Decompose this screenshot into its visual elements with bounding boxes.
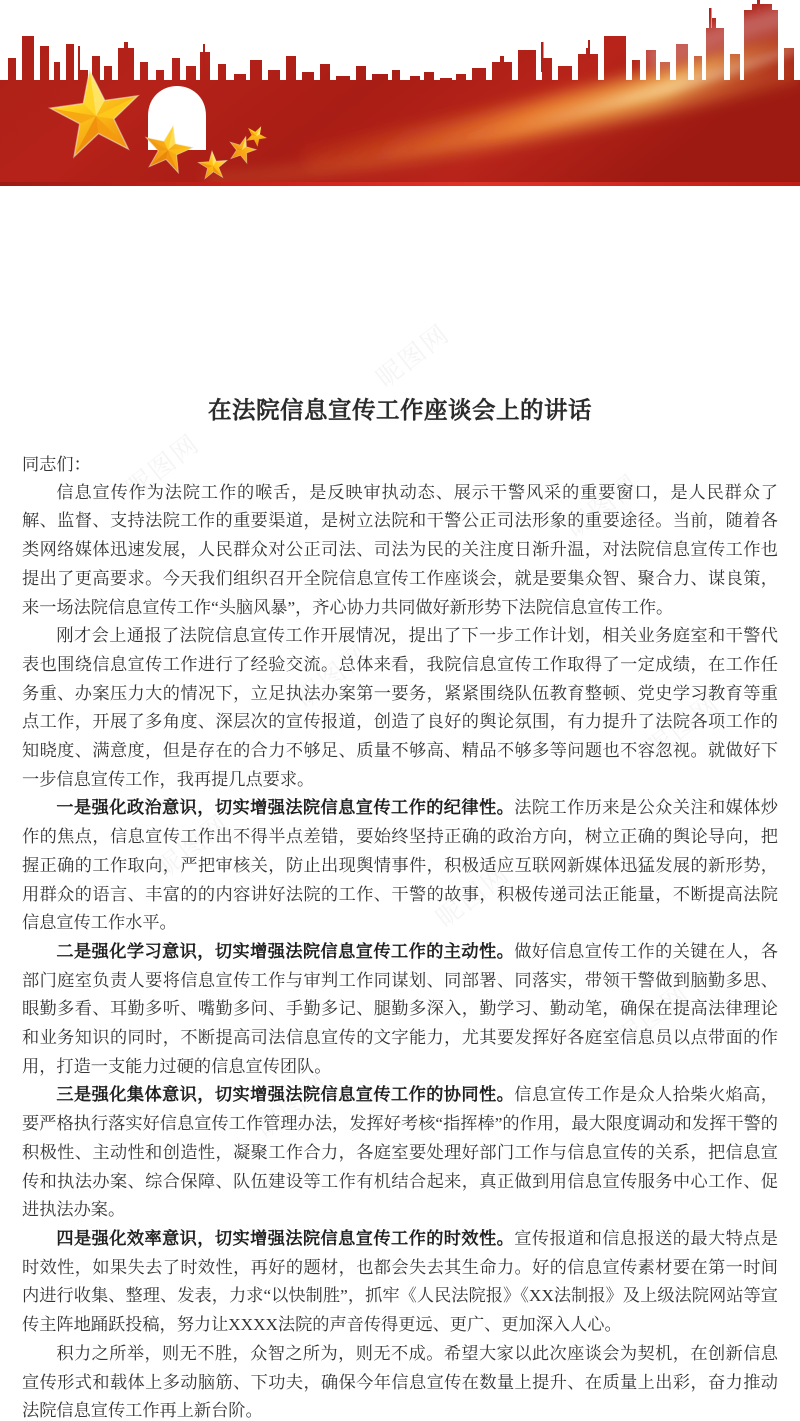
paragraph-6: [22, 1225, 778, 1340]
star-medium: [140, 121, 197, 175]
watermark-text: 昵图网: [370, 317, 456, 394]
paragraph-text: 积力之所举，则无不胜，众智之所为，则无不成。希望大家以此次座谈会为契机，在创新信息宣传形式和载体上多动脑筋、下功夫，确保今年信息宣传在数量上提升、在质量上出彩，奋力推动法院信息宣传工作再上新台阶。: [22, 1343, 778, 1421]
five-gold-stars: [0, 0, 800, 186]
paragraph-lead: 一是强化政治意识，切实增强法院信息宣传工作的纪律性。: [56, 798, 515, 818]
watermark-text: 昵图网: [560, 467, 646, 544]
paragraph-3: [22, 794, 778, 938]
salutation: 同志们：: [22, 455, 91, 475]
star-small-3: [242, 121, 270, 149]
paragraph-lead: 四是强化效率意识，切实增强法院信息宣传工作的时效性。: [56, 1228, 515, 1248]
paragraph-lead: 二是强化学习意识，切实增强法院信息宣传工作的主动性。: [56, 941, 515, 961]
paragraph-text: 法院工作历来是公众关注和媒体炒作的焦点，信息宣传工作出不得半点差错，要始终坚持正确的政治方向，树立正确的舆论导向，把握正确的工作取向，严把审核关，防止出现舆情事件，积极适应互联网新媒体迅猛发展的新形势，用群众的语言、丰富的的内容讲好法院的工作、干警的故事，积极传递司法正能量，不断提高法院信息宣传工作水平。: [22, 798, 778, 933]
paragraph-text: 信息宣传作为法院工作的喉舌，是反映审执动态、展示干警风采的重要窗口，是人民群众了解、监督、支持法院工作的重要渠道，是树立法院和干警公正司法形象的重要途径。当前，随着各类网络媒体迅速发展，人民群众对公正司法、司法为民的关注度日渐升温，对法院信息宣传工作也提出了更高要求。今天我们组织召开全院信息宣传工作座谈会，就是要集众智、聚合力、谋良策，来一场法院信息宣传工作“头脑风暴”，齐心协力共同做好新形势下法院信息宣传工作。: [22, 482, 778, 617]
document-body: [0, 186, 800, 1421]
paragraph-text: 做好信息宣传工作的关键在人，各部门庭室负责人要将信息宣传工作与审判工作同谋划、同部署、同落实，带领干警做到脑勤多思、眼勤多看、耳勤多听、嘴勤多问、手勤多记、腿勤多深入，勤学习、勤动笔，确保在提高法律理论和业务知识的同时，不断提高司法信息宣传的文字能力，尤其要发挥好各庭室信息员以点带面的作用，打造一支能力过硬的信息宣传团队。: [22, 941, 778, 1076]
star-small-1: [197, 150, 228, 179]
paragraph-4: [22, 938, 778, 1082]
paragraph-7: [22, 1340, 778, 1421]
watermark-text: 昵图网: [250, 1067, 336, 1144]
page-banner: [0, 0, 800, 186]
paragraph-lead: 三是强化集体意识，切实增强法院信息宣传工作的协同性。: [56, 1085, 515, 1105]
watermark-text: 昵图网: [290, 637, 376, 714]
watermark-text: 昵图网: [430, 857, 516, 934]
watermark-text: 昵图网: [640, 687, 726, 764]
star-large: [46, 64, 145, 159]
watermark-text: 昵图网: [120, 427, 206, 504]
paragraph-text: 宣传报道和信息报送的最大特点是时效性，如果失去了时效性，再好的题材，也都会失去其生命力。好的信息宣传素材要在第一时间内进行收集、整理、发表，力求“以快制胜”，抓牢《人民法院报》《XX法制报》及上级法院网站等宣传主阵地踊跃投稿，努力让XXXX法院的声音传得更远、更广、更加深入人心。: [22, 1228, 778, 1335]
page-title: 在法院信息宣传工作座谈会上的讲话: [208, 398, 592, 424]
paragraph-5: [22, 1081, 778, 1225]
paragraph-1: [22, 479, 778, 623]
paragraph-2: [22, 622, 778, 794]
watermark-text: 昵图网: [610, 977, 696, 1054]
watermark-text: 昵图网: [150, 807, 236, 884]
paragraph-text: 信息宣传工作是众人拾柴火焰高，要严格执行落实好信息宣传工作管理办法，发挥好考核“指挥棒”的作用，最大限度调动和发挥干警的积极性、主动性和创造性，凝聚工作合力，各庭室要处理好部门工作与信息宣传的关系，把信息宣传和执法办案、综合保障、队伍建设等工作有机结合起来，真正做到用信息宣传服务中心工作、促进执法办案。: [22, 1085, 778, 1220]
paragraph-text: 刚才会上通报了法院信息宣传工作开展情况，提出了下一步工作计划，相关业务庭室和干警代表也围绕信息宣传工作进行了经验交流。总体来看，我院信息宣传工作取得了一定成绩，在工作任务重、办案压力大的情况下，立足执法办案第一要务，紧紧围绕队伍教育整顿、党史学习教育等重点工作，开展了多角度、深层次的宣传报道，创造了良好的舆论氛围，有力提升了法院各项工作的知晓度、满意度，但是存在的合力不够足、质量不够高、精品不够多等问题也不容忽视。就做好下一步信息宣传工作，我再提几点要求。: [22, 626, 778, 789]
